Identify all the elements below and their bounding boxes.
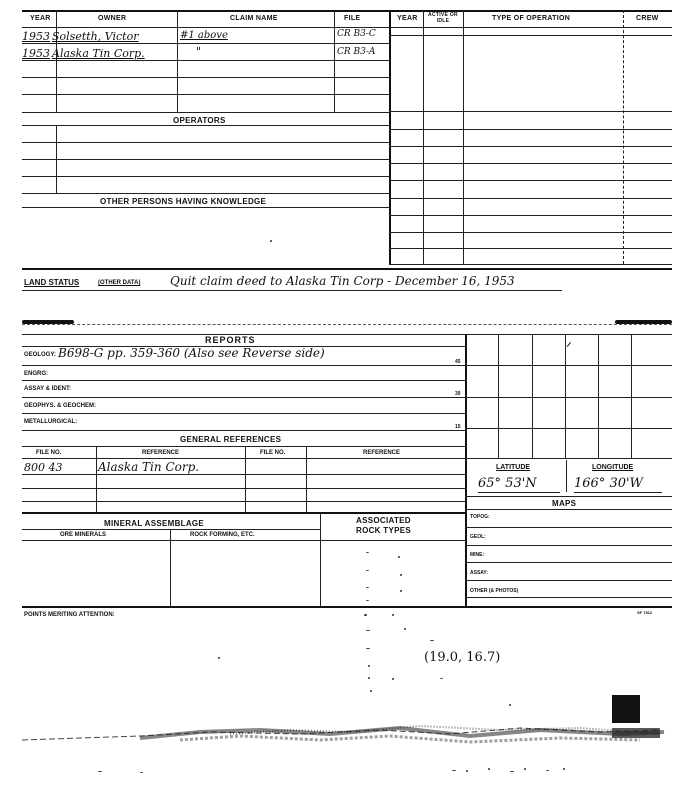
speck: [509, 704, 511, 706]
metallurgical-label: METALLURGICAL:: [24, 419, 78, 425]
speck: [546, 770, 549, 771]
speck: [364, 614, 367, 616]
coordinate-annotation: (19.0, 16.7): [424, 650, 501, 665]
ore-minerals-label: ORE MINERALS: [60, 532, 107, 538]
speck: [400, 590, 402, 592]
associated-label: ASSOCIATED: [356, 516, 411, 525]
col-crew: CREW: [636, 15, 659, 22]
row-line: [389, 111, 672, 112]
row-line: [389, 146, 672, 147]
speck: [430, 640, 434, 641]
land-status-value: Quit claim deed to Alaska Tin Corp - December 16, 1953: [170, 274, 515, 288]
col-divider: [623, 10, 624, 264]
owner-row-1-owner: Solsetth, Victor: [52, 30, 139, 43]
row-line: [22, 365, 465, 366]
row-line: [22, 474, 465, 475]
owner-row-1-claim: #1 above: [180, 30, 228, 41]
row-line: [22, 380, 465, 381]
grid-line: [465, 428, 672, 429]
row-line: [22, 112, 389, 113]
mark-15: 15: [455, 424, 461, 430]
geophys-label: GEOPHYS. & GEOCHEM:: [24, 403, 97, 409]
speck: [404, 628, 406, 630]
speck: [366, 570, 369, 571]
row-line: [465, 509, 672, 510]
speck: [398, 556, 400, 558]
geol-label: GEOL:: [470, 534, 486, 540]
row-line: [389, 35, 672, 36]
scan-mark: [615, 320, 672, 324]
assay-map-label: ASSAY:: [470, 570, 489, 576]
row-line: [465, 562, 672, 563]
row-line: [22, 334, 672, 335]
longitude-label: LONGITUDE: [592, 464, 634, 471]
grid-line: [465, 397, 672, 398]
gr-col-reference: REFERENCE: [142, 450, 180, 456]
speck: [366, 600, 369, 601]
col-divider: [96, 446, 97, 512]
owner-row-1-file: CR B3-C: [337, 29, 376, 39]
land-status-label: LAND STATUS: [24, 278, 80, 287]
speck: [510, 771, 514, 772]
owner-row-2-claim: ": [196, 45, 202, 58]
section-line: [22, 606, 672, 608]
row-line: [22, 529, 320, 530]
gr-entry-file: 800 43: [24, 461, 63, 474]
gr-col-file-no: FILE NO.: [36, 450, 62, 456]
latitude-label: LATITUDE: [496, 464, 531, 471]
longitude-value: 166° 30'W: [574, 476, 643, 491]
mark-30: 30: [455, 391, 461, 397]
gr-entry-reference: Alaska Tin Corp.: [98, 460, 200, 474]
assay-label: ASSAY & IDENT:: [24, 386, 72, 392]
latitude-value: 65° 53'N: [478, 476, 537, 491]
top-border: [22, 10, 672, 12]
grid-line: [465, 458, 672, 459]
grid-line: [631, 334, 632, 458]
row-line: [465, 496, 672, 497]
header-divider: [22, 27, 672, 28]
scan-noise-band: [0, 710, 678, 760]
row-line: [22, 413, 465, 414]
col-file: FILE: [344, 15, 361, 22]
col-divider: [177, 10, 178, 27]
row-line: [22, 458, 465, 459]
row-line: [22, 290, 562, 291]
speck: [218, 657, 220, 659]
col-divider: [320, 512, 321, 607]
speck: [366, 630, 370, 631]
owner-row-2-file: CR B3-A: [337, 47, 376, 57]
col-divider: [177, 27, 178, 112]
topog-label: TOPOG:: [470, 514, 490, 520]
speck: [370, 690, 372, 692]
other-photos-label: OTHER (& PHOTOS): [470, 588, 519, 594]
grid-line: [566, 460, 567, 492]
row-line: [22, 125, 389, 126]
section-line: [22, 268, 672, 270]
col-owner: OWNER: [98, 15, 127, 22]
mark-45: 45: [455, 359, 461, 365]
row-line: [22, 207, 389, 208]
row-line: [465, 527, 672, 528]
speck: [140, 772, 143, 773]
col-divider: [56, 10, 57, 27]
gr-col-reference-2: REFERENCE: [363, 450, 401, 456]
row-line: [389, 180, 672, 181]
row-line: [22, 397, 465, 398]
owner-row-2-year: 1953: [22, 47, 50, 60]
row-line: [465, 580, 672, 581]
speck: [270, 240, 272, 242]
form-number: SF 7812: [637, 610, 653, 615]
row-line: [22, 540, 465, 541]
land-status-sublabel: (OTHER DATA): [98, 280, 141, 286]
section-divider: [389, 10, 391, 264]
row-line: [22, 142, 389, 143]
row-line: [389, 129, 672, 130]
speck: [366, 648, 370, 649]
gr-col-file-no-2: FILE NO.: [260, 450, 286, 456]
speck: [366, 552, 369, 553]
row-line: [389, 264, 672, 265]
speck: [400, 574, 402, 576]
col-type-operation: TYPE OF OPERATION: [492, 15, 571, 22]
dashed-line: [22, 324, 672, 325]
row-line: [389, 248, 672, 249]
speck: [392, 614, 394, 616]
speck: [452, 770, 456, 771]
grid-line: [498, 334, 499, 458]
row-line: [574, 492, 662, 493]
grid-line: [532, 334, 533, 458]
section-divider: [465, 334, 467, 606]
row-line: [22, 430, 465, 431]
row-line: [389, 198, 672, 199]
col-active-idle: ACTIVE OR IDLE: [428, 12, 458, 24]
row-line: [478, 492, 560, 493]
speck: [524, 768, 526, 770]
row-line: [389, 232, 672, 233]
section-line: [22, 512, 465, 514]
col-divider: [170, 529, 171, 607]
maps-label: MAPS: [552, 499, 577, 508]
col-divider: [463, 10, 464, 264]
col-year: YEAR: [30, 15, 51, 22]
speck: [368, 677, 370, 679]
row-line: [22, 159, 389, 160]
operators-heading: OPERATORS: [173, 116, 226, 125]
mine-label: MINE:: [470, 552, 485, 558]
row-line: [465, 545, 672, 546]
speck: [368, 665, 370, 667]
col-divider: [334, 27, 335, 112]
row-line: [22, 193, 389, 194]
geology-label: GEOLOGY:: [24, 352, 56, 358]
speck: [440, 678, 443, 679]
col-divider: [245, 446, 246, 512]
rock-types-label: ROCK TYPES: [356, 526, 412, 535]
col-divider: [306, 446, 307, 512]
mineral-assemblage-title: MINERAL ASSEMBLAGE: [104, 519, 205, 528]
speck: [563, 768, 565, 770]
row-line: [22, 446, 465, 447]
other-persons-heading: OTHER PERSONS HAVING KNOWLEDGE: [100, 197, 267, 206]
row-line: [389, 215, 672, 216]
points-meriting-label: POINTS MERITING ATTENTION:: [24, 612, 115, 618]
owner-row-2-owner: Alaska Tin Corp.: [52, 47, 145, 60]
col-divider: [423, 10, 424, 264]
col-divider: [334, 10, 335, 27]
grid-line: [598, 334, 599, 458]
rock-forming-label: ROCK FORMING, ETC.: [190, 532, 255, 538]
engrg-label: ENGRG:: [24, 371, 48, 377]
col-year-2: YEAR: [397, 15, 418, 22]
general-references-title: GENERAL REFERENCES: [180, 435, 282, 444]
grid-line: [465, 365, 672, 366]
owner-row-1-year: 1953: [22, 30, 50, 43]
speck: [366, 587, 369, 588]
geology-value: B698-G pp. 359-360 (Also see Reverse side): [58, 346, 325, 360]
col-divider: [56, 125, 57, 193]
row-line: [22, 176, 389, 177]
row-line: [22, 488, 465, 489]
row-line: [22, 501, 465, 502]
speck: [466, 770, 468, 772]
speck: [98, 771, 102, 772]
reports-title: REPORTS: [205, 335, 256, 345]
row-line: [465, 597, 672, 598]
pencil-mark: ᐟ: [566, 340, 572, 356]
col-claim-name: CLAIM NAME: [230, 15, 278, 22]
speck: [488, 768, 490, 770]
speck: [392, 678, 394, 680]
row-line: [389, 163, 672, 164]
